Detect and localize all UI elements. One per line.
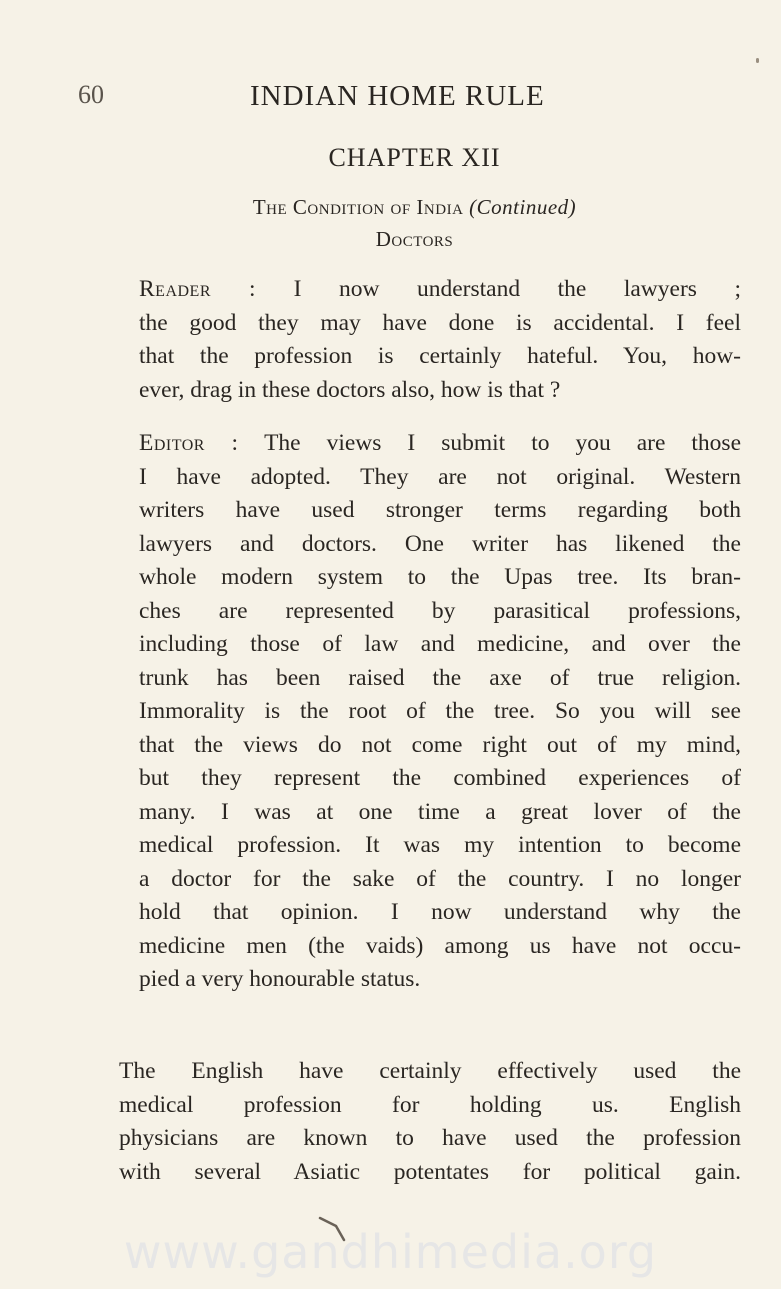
running-head <box>60 78 740 118</box>
paragraph-line: that the views do not come right out of my mind, <box>139 731 741 758</box>
paragraph-line: that the profession is certainly hateful. You, how- <box>139 343 741 369</box>
paragraph-line: ches are represented by parasitical professions, <box>139 597 741 624</box>
paragraph-line: pied a very honourable status. <box>139 966 421 992</box>
paragraph-reader <box>47 273 741 407</box>
paragraph-line: The English have certainly effectively used the <box>119 1058 741 1084</box>
paragraph-editor <box>47 427 741 997</box>
paragraph-line: but they represent the combined experiences of <box>139 765 741 791</box>
paragraph-line: lawyers and doctors. One writer has likened the <box>139 530 741 557</box>
paragraph-line: trunk has been raised the axe of true religion. <box>139 664 741 691</box>
chapter-subtitle <box>0 195 781 220</box>
watermark-text: www.gandhimedia.org <box>123 1225 658 1279</box>
paragraph-line: medical profession. It was my intention to become <box>139 832 741 858</box>
paragraph-line: many. I was at one time a great lover of the <box>139 798 741 825</box>
paragraph-line: I have adopted. They are not original. Western <box>139 463 741 490</box>
paragraph-line: whole modern system to the Upas tree. Its bran- <box>139 564 741 590</box>
paragraph-line: including those of law and medicine, and over the <box>139 631 741 657</box>
paragraph-english <box>47 1055 741 1189</box>
paragraph-line: the good they may have done is accidental. I feel <box>139 309 741 336</box>
speaker-label: Editor : <box>139 430 239 456</box>
section-heading: Doctors <box>375 227 454 251</box>
page-number: 60 <box>78 80 104 109</box>
paragraph-line: a doctor for the sake of the country. I no longer <box>139 865 741 892</box>
chapter-subtitle-text: The Condition of India <box>252 195 464 219</box>
paragraph-line: with several Asiatic potentates for political gain. <box>119 1158 741 1185</box>
book-title: INDIAN HOME RULE <box>250 80 545 112</box>
paragraph-line: writers have used stronger terms regarding both <box>139 497 741 523</box>
paragraph-line: Editor : The views I submit to you are those <box>139 430 742 456</box>
paragraph-line: ever, drag in these doctors also, how is that ? <box>139 376 561 403</box>
speaker-label: Reader : <box>139 276 257 302</box>
paragraph-line: physicians are known to have used the profession <box>119 1125 741 1151</box>
paragraph-line: medicine men (the vaids) among us have not occu- <box>139 932 741 959</box>
paragraph-line: Reader : I now understand the lawyers ; <box>139 276 741 302</box>
paper-speck <box>756 58 759 63</box>
paragraph-line: hold that opinion. I now understand why the <box>139 899 741 925</box>
chapter-subtitle-note: (Continued) <box>469 195 577 219</box>
chapter-heading: CHAPTER XII <box>328 143 501 172</box>
paragraph-line: medical profession for holding us. English <box>119 1091 741 1118</box>
paragraph-line: Immorality is the root of the tree. So you will see <box>139 698 741 724</box>
